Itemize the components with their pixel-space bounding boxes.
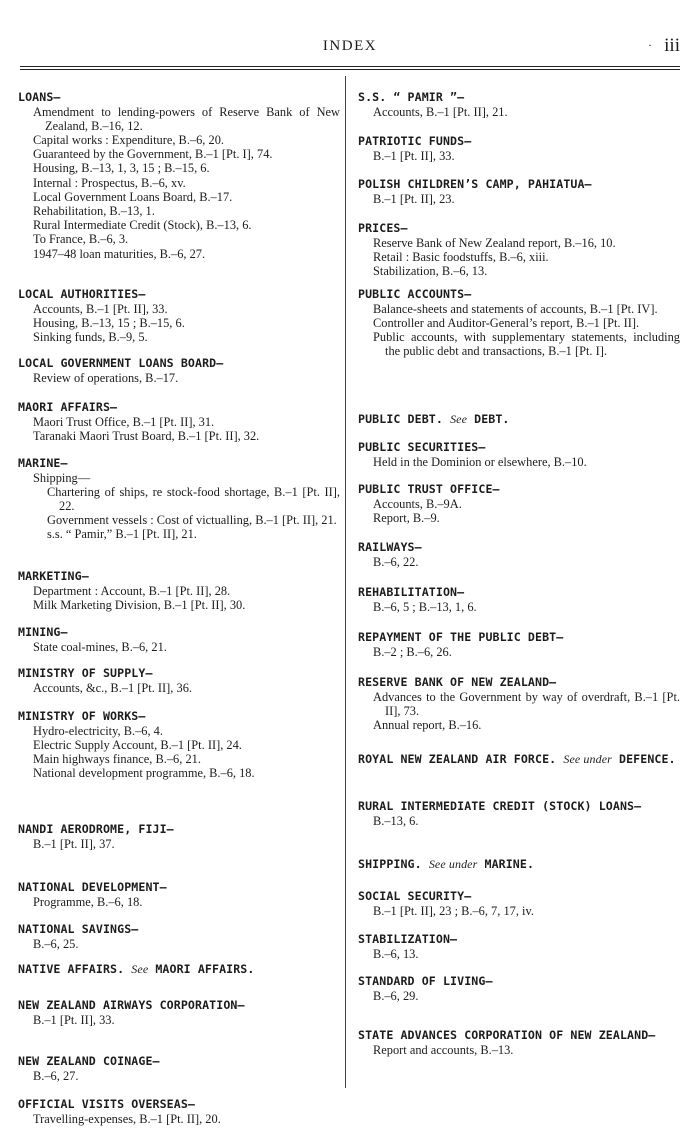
index-entry xyxy=(358,932,680,961)
index-entry xyxy=(18,822,340,851)
index-subentry: B.–1 [Pt. II], 33. xyxy=(373,148,455,163)
index-heading xyxy=(358,221,680,236)
index-entry xyxy=(358,134,680,163)
index-subentry: B.–2 ; B.–6, 26. xyxy=(373,644,452,659)
index-entry xyxy=(358,412,680,427)
see-reference-label: See under xyxy=(428,857,478,871)
index-entry xyxy=(18,922,340,951)
index-heading xyxy=(358,177,680,192)
index-entry xyxy=(18,709,340,780)
heading-text: ROYAL NEW ZEALAND AIR FORCE. xyxy=(358,752,557,766)
page-number: iii xyxy=(664,35,680,56)
index-subentry: Housing, B.–13, 15 ; B.–15, 6. xyxy=(33,315,185,330)
index-heading xyxy=(18,1097,340,1112)
heading-text: OFFICIAL VISITS OVERSEAS— xyxy=(18,1097,196,1111)
heading-text: PATRIOTIC FUNDS— xyxy=(358,134,472,148)
heading-text: REHABILITATION— xyxy=(358,585,465,599)
index-heading xyxy=(18,666,340,681)
index-subentry: Programme, B.–6, 18. xyxy=(33,894,143,909)
index-heading xyxy=(358,974,680,989)
index-heading xyxy=(18,880,340,895)
index-subentry: Maori Trust Office, B.–1 [Pt. II], 31. xyxy=(33,414,215,429)
index-subentry: Retail : Basic foodstuffs, B.–6, xiii. xyxy=(373,249,549,264)
index-subentry: Reserve Bank of New Zealand report, B.–16, 10. xyxy=(373,235,616,250)
index-heading xyxy=(18,287,340,302)
index-subentry: Accounts, B.–1 [Pt. II], 33. xyxy=(33,301,168,316)
index-entry xyxy=(358,799,680,828)
heading-text: RAILWAYS— xyxy=(358,540,422,554)
heading-text: LOANS— xyxy=(18,90,61,104)
index-entry xyxy=(358,540,680,569)
header-rule xyxy=(20,66,680,70)
index-entry xyxy=(18,90,340,261)
cross-reference: MAORI AFFAIRS. xyxy=(155,962,255,976)
index-heading xyxy=(18,822,340,837)
index-subentry: Held in the Dominion or elsewhere, B.–10. xyxy=(373,454,587,469)
index-subentry: B.–1 [Pt. II], 23 ; B.–6, 7, 17, iv. xyxy=(373,903,534,918)
index-subentry: Housing, B.–13, 1, 3, 15 ; B.–15, 6. xyxy=(33,161,210,176)
index-subentry: B.–6, 13. xyxy=(373,946,419,961)
heading-text: SHIPPING. xyxy=(358,857,422,871)
index-entry xyxy=(358,482,680,525)
index-heading xyxy=(358,90,680,105)
index-entry xyxy=(358,752,680,767)
index-entry xyxy=(358,630,680,659)
index-heading xyxy=(358,1028,680,1043)
index-subentry: To France, B.–6, 3. xyxy=(33,232,129,247)
index-subentry: B.–6, 29. xyxy=(373,988,419,1003)
index-heading xyxy=(18,1054,340,1069)
index-entry xyxy=(358,889,680,918)
heading-text: NATIONAL SAVINGS— xyxy=(18,922,139,936)
index-entry xyxy=(18,400,340,443)
index-subentry: Review of operations, B.–17. xyxy=(33,370,179,385)
index-entry xyxy=(358,440,680,469)
index-heading xyxy=(358,540,680,555)
index-subentry: B.–6, 25. xyxy=(33,936,79,951)
index-heading xyxy=(18,962,340,977)
index-heading xyxy=(18,356,340,371)
index-heading xyxy=(358,932,680,947)
index-entry xyxy=(358,221,680,278)
index-entry xyxy=(358,974,680,1003)
heading-text: S.S. “ PAMIR ”— xyxy=(358,90,465,104)
heading-text: LOCAL GOVERNMENT LOANS BOARD— xyxy=(18,356,224,370)
heading-text: MAORI AFFAIRS— xyxy=(18,400,118,414)
heading-text: RESERVE BANK OF NEW ZEALAND— xyxy=(358,675,557,689)
heading-text: PUBLIC ACCOUNTS— xyxy=(358,287,472,301)
heading-text: NATIONAL DEVELOPMENT— xyxy=(18,880,167,894)
index-subentry: Sinking funds, B.–9, 5. xyxy=(33,329,148,344)
index-subentry: Government vessels : Cost of victualling, B.–1 [Pt. II], 21. xyxy=(47,513,337,528)
index-entry xyxy=(358,585,680,614)
header-dot: · xyxy=(648,38,652,52)
index-subentry: Capital works : Expenditure, B.–6, 20. xyxy=(33,132,224,147)
index-heading xyxy=(358,752,680,767)
index-subentry: Local Government Loans Board, B.–17. xyxy=(33,189,233,204)
heading-text: PUBLIC DEBT. xyxy=(358,412,443,426)
heading-text: STABILIZATION— xyxy=(358,932,458,946)
index-entry xyxy=(358,1028,680,1057)
index-subentry: Taranaki Maori Trust Board, B.–1 [Pt. II], 32. xyxy=(33,428,260,443)
index-heading xyxy=(358,412,680,427)
heading-text: MINING— xyxy=(18,625,68,639)
index-subentry: Department : Account, B.–1 [Pt. II], 28. xyxy=(33,583,231,598)
index-entry xyxy=(18,625,340,654)
index-entry xyxy=(18,569,340,612)
index-heading xyxy=(358,799,680,814)
index-heading xyxy=(358,857,680,872)
heading-text: NATIVE AFFAIRS. xyxy=(18,962,125,976)
cross-reference: DEFENCE. xyxy=(619,752,676,766)
index-heading xyxy=(18,400,340,415)
index-subentry: B.–6, 5 ; B.–13, 1, 6. xyxy=(373,599,477,614)
index-subentry: 1947–48 loan maturities, B.–6, 27. xyxy=(33,246,206,261)
heading-text: LOCAL AUTHORITIES— xyxy=(18,287,146,301)
index-entry xyxy=(18,1054,340,1083)
index-heading xyxy=(358,675,680,690)
index-entry xyxy=(18,356,340,385)
index-heading xyxy=(358,440,680,455)
index-subentry: Milk Marketing Division, B.–1 [Pt. II], 30. xyxy=(33,597,246,612)
index-heading xyxy=(18,456,340,471)
cross-reference: DEBT. xyxy=(474,412,510,426)
index-entry xyxy=(18,456,340,542)
see-reference-label: See under xyxy=(563,752,612,766)
index-subentry: Balance-sheets and statements of accounts, B.–1 [Pt. IV]. xyxy=(373,301,658,316)
index-entry xyxy=(358,177,680,206)
index-heading xyxy=(18,998,340,1013)
index-subentry: B.–1 [Pt. II], 37. xyxy=(33,836,115,851)
index-heading xyxy=(358,482,680,497)
index-subentry: B.–6, 27. xyxy=(33,1068,79,1083)
index-subentry: B.–1 [Pt. II], 23. xyxy=(373,191,455,206)
see-reference-label: See xyxy=(450,412,468,426)
index-subentry: Report and accounts, B.–13. xyxy=(373,1042,514,1057)
heading-text: MINISTRY OF WORKS— xyxy=(18,709,146,723)
heading-text: NEW ZEALAND COINAGE— xyxy=(18,1054,160,1068)
index-subentry: Accounts, B.–9A. xyxy=(373,496,462,511)
index-subentry: National development programme, B.–6, 18. xyxy=(33,766,255,781)
column-divider xyxy=(345,76,346,1088)
index-entry xyxy=(18,1097,340,1126)
cross-reference: MARINE. xyxy=(484,857,535,871)
see-reference-label: See xyxy=(131,962,149,976)
index-subentry: s.s. “ Pamir,” B.–1 [Pt. II], 21. xyxy=(47,527,197,542)
heading-text: STATE ADVANCES CORPORATION OF NEW ZEALAND— xyxy=(358,1028,656,1042)
index-heading xyxy=(358,585,680,600)
index-entry xyxy=(18,962,340,977)
index-subentry: Stabilization, B.–6, 13. xyxy=(373,263,488,278)
page-title: INDEX xyxy=(322,38,378,54)
index-entry xyxy=(358,675,680,732)
index-entry xyxy=(358,857,680,872)
heading-text: PUBLIC SECURITIES— xyxy=(358,440,486,454)
index-subentry: Travelling-expenses, B.–1 [Pt. II], 20. xyxy=(33,1111,221,1126)
index-subentry: Annual report, B.–16. xyxy=(373,717,482,732)
heading-text: NEW ZEALAND AIRWAYS CORPORATION— xyxy=(18,998,245,1012)
index-subentry: Rehabilitation, B.–13, 1. xyxy=(33,203,155,218)
heading-text: PUBLIC TRUST OFFICE— xyxy=(358,482,500,496)
index-heading xyxy=(18,625,340,640)
heading-text: MINISTRY OF SUPPLY— xyxy=(18,666,153,680)
index-entry xyxy=(18,666,340,695)
index-heading xyxy=(18,90,340,105)
index-subentry: Shipping— xyxy=(33,470,91,485)
index-subentry: Controller and Auditor-General’s report, B.–1 [Pt. II]. xyxy=(373,315,640,330)
index-heading xyxy=(358,134,680,149)
heading-text: PRICES— xyxy=(358,221,408,235)
index-heading xyxy=(18,922,340,937)
index-subentry: Guaranteed by the Government, B.–1 [Pt. I], 74. xyxy=(33,147,273,162)
index-subentry: Hydro-electricity, B.–6, 4. xyxy=(33,723,163,738)
index-heading xyxy=(358,287,680,302)
index-subentry: Internal : Prospectus, B.–6, xv. xyxy=(33,175,186,190)
index-entry xyxy=(18,880,340,909)
index-subentry: B.–6, 22. xyxy=(373,554,419,569)
index-subentry: B.–13, 6. xyxy=(373,813,419,828)
heading-text: MARINE— xyxy=(18,456,68,470)
index-subentry: Chartering of ships, re stock-food shortage, B.–1 [Pt. II], 22. xyxy=(47,484,340,513)
heading-text: REPAYMENT OF THE PUBLIC DEBT— xyxy=(358,630,564,644)
heading-text: RURAL INTERMEDIATE CREDIT (STOCK) LOANS— xyxy=(358,799,642,813)
index-subentry: B.–1 [Pt. II], 33. xyxy=(33,1012,115,1027)
index-subentry: Amendment to lending-powers of Reserve Bank of New Zealand, B.–16, 12. xyxy=(33,104,340,133)
heading-text: MARKETING— xyxy=(18,569,89,583)
index-entry xyxy=(358,287,680,358)
heading-text: SOCIAL SECURITY— xyxy=(358,889,472,903)
index-entry xyxy=(358,90,680,119)
index-subentry: Accounts, &c., B.–1 [Pt. II], 36. xyxy=(33,680,192,695)
index-subentry: Advances to the Government by way of overdraft, B.–1 [Pt. II], 73. xyxy=(373,689,680,718)
index-subentry: Main highways finance, B.–6, 21. xyxy=(33,751,201,766)
index-subentry: Report, B.–9. xyxy=(373,510,440,525)
index-entry xyxy=(18,287,340,344)
index-subentry: State coal-mines, B.–6, 21. xyxy=(33,639,167,654)
index-subentry: Public accounts, with supplementary statements, including the public debt and transactions, B.–1 [Pt. I]. xyxy=(373,329,680,359)
index-heading xyxy=(18,709,340,724)
heading-text: STANDARD OF LIVING— xyxy=(358,974,493,988)
page-header xyxy=(18,35,682,62)
index-heading xyxy=(358,889,680,904)
index-heading xyxy=(18,569,340,584)
index-heading xyxy=(358,630,680,645)
index-subentry: Rural Intermediate Credit (Stock), B.–13, 6. xyxy=(33,218,252,233)
index-entry xyxy=(18,998,340,1027)
heading-text: NANDI AERODROME, FIJI— xyxy=(18,822,174,836)
index-subentry: Accounts, B.–1 [Pt. II], 21. xyxy=(373,104,508,119)
heading-text: POLISH CHILDREN’S CAMP, PAHIATUA— xyxy=(358,177,592,191)
index-subentry: Electric Supply Account, B.–1 [Pt. II], 24. xyxy=(33,737,242,752)
